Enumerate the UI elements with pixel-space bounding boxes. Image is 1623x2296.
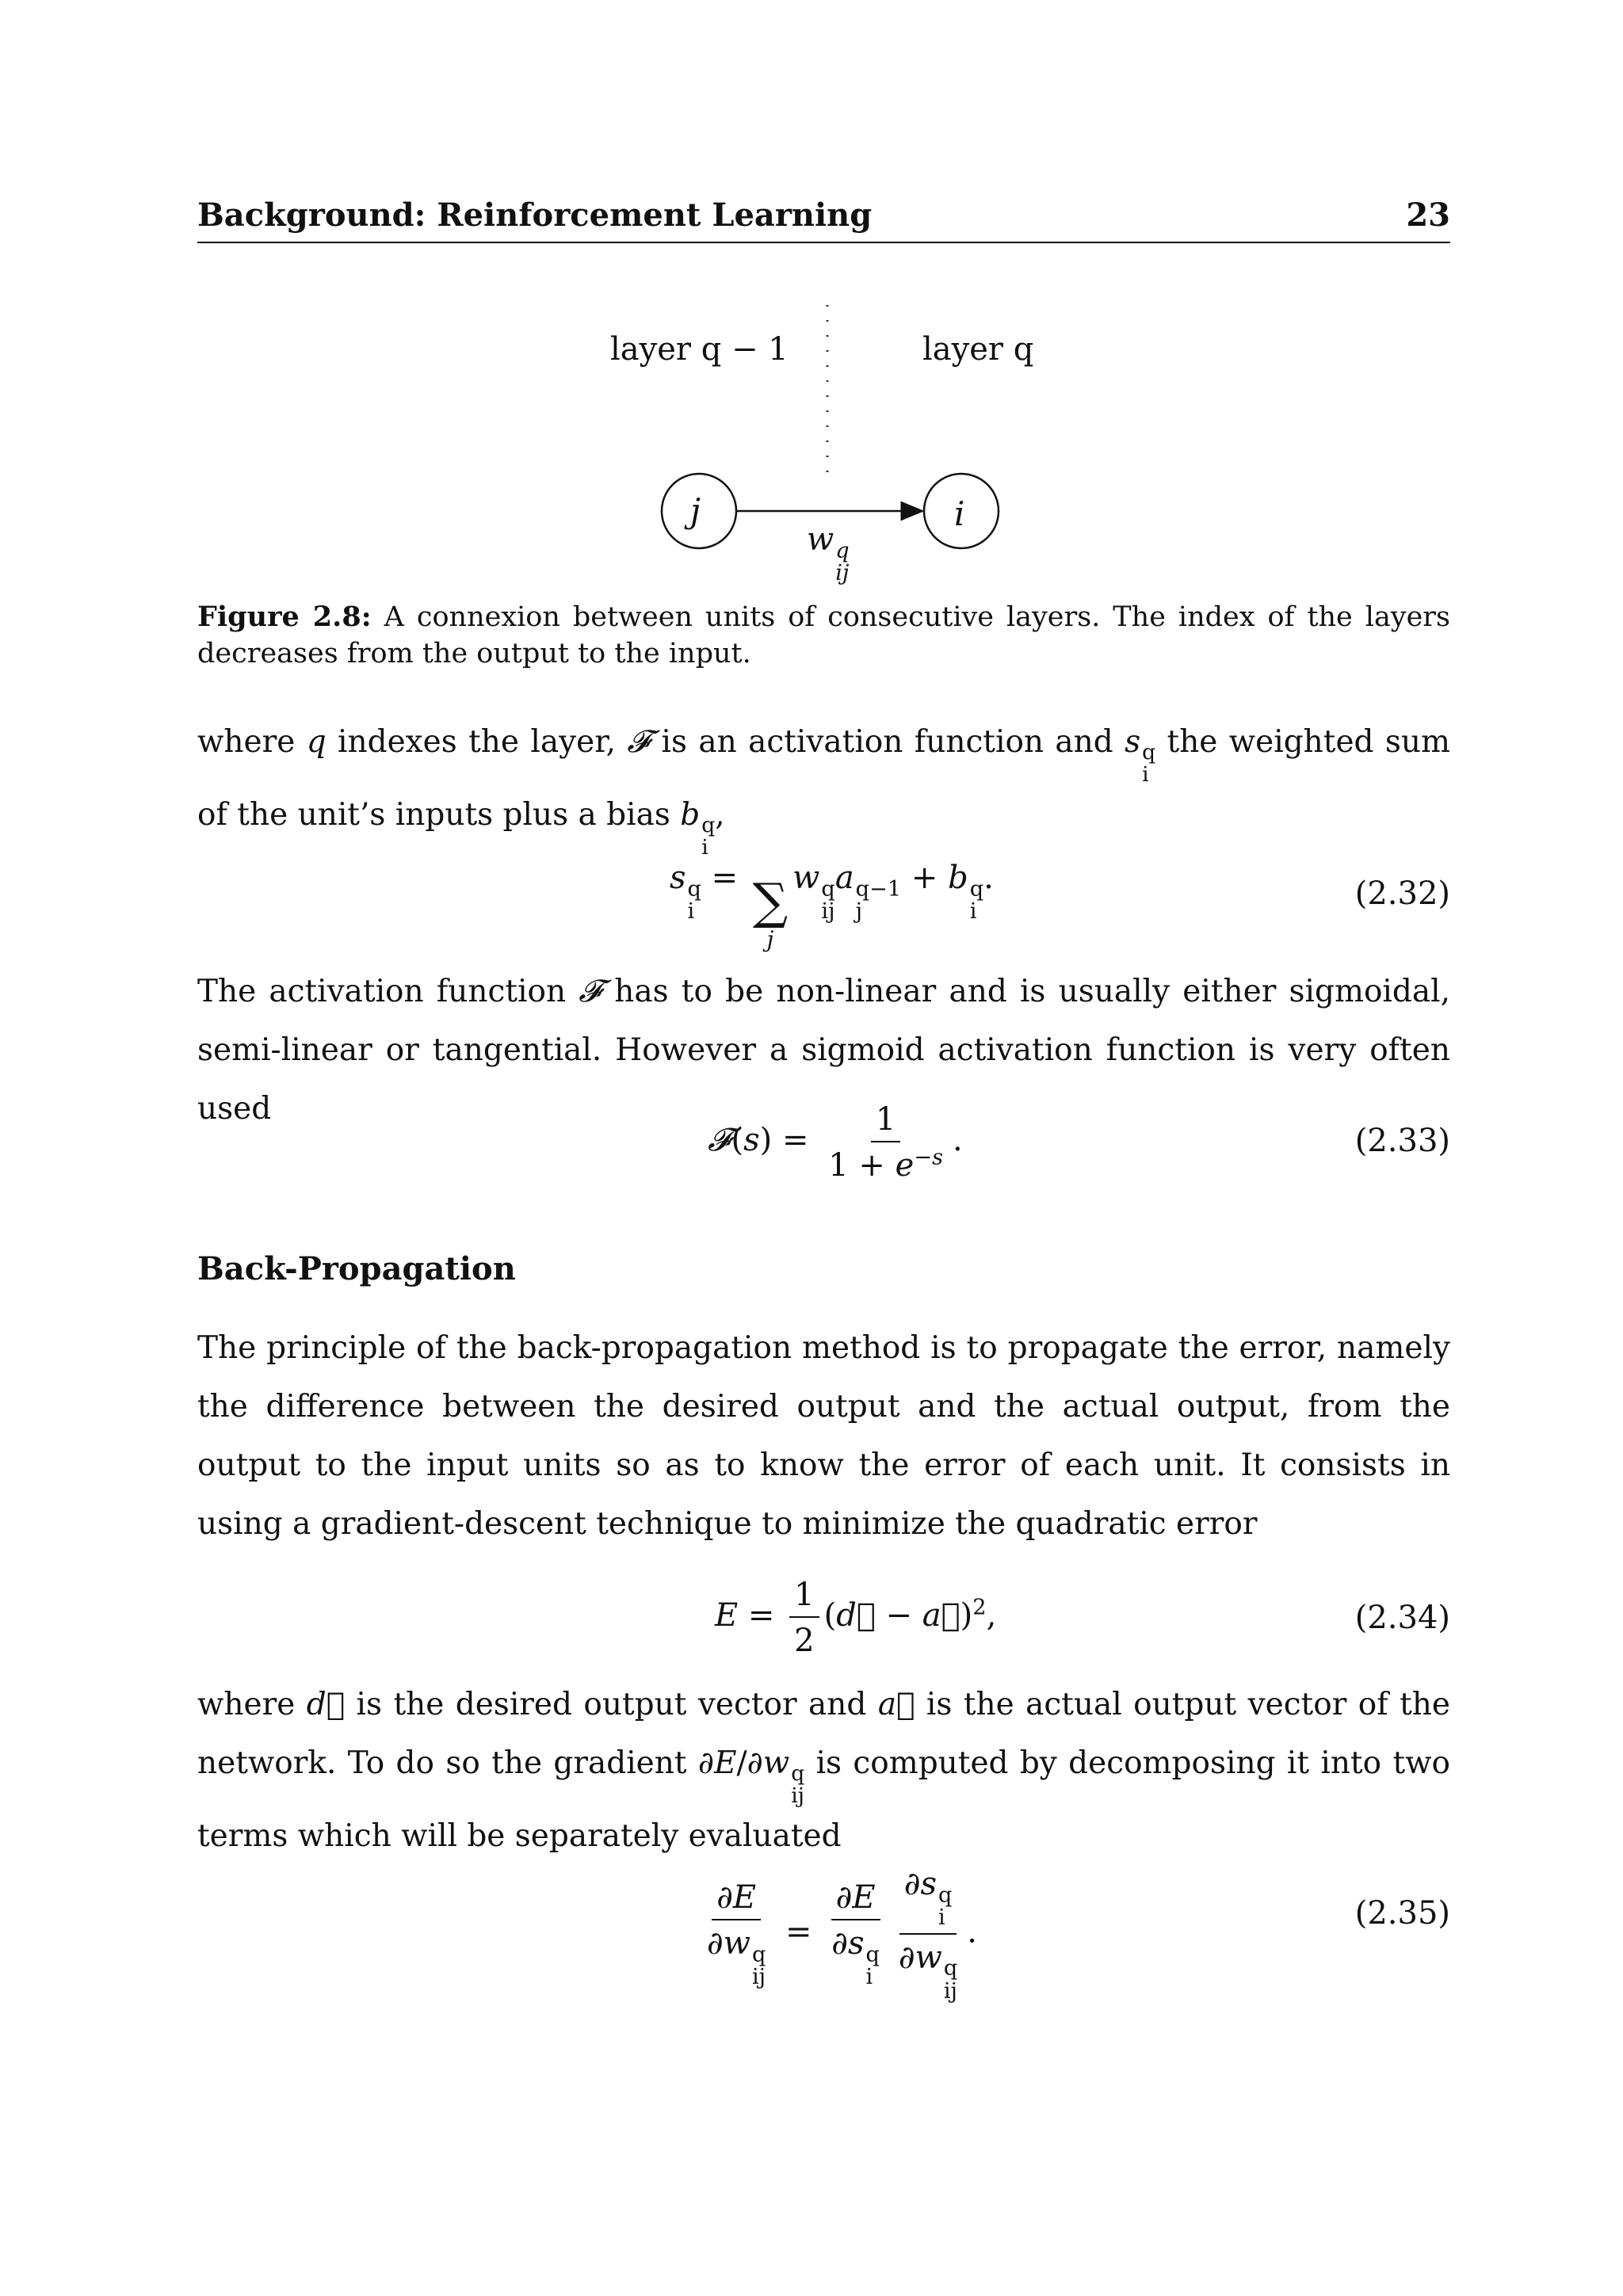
section-title: Back-Propagation: [197, 1250, 516, 1287]
equation-number-2-34: (2.34): [1354, 1600, 1450, 1636]
equation-2-35: ∂E ∂w q ij = ∂E ∂s q i ∂s q i ∂w q ij .: [707, 1866, 977, 2004]
figure-caption: [197, 599, 1450, 672]
label-layer-q-minus-1: layer q − 1: [610, 331, 789, 368]
paragraph-gradient: where d⃗ is the desired output vector and a⃗ is the actual output vector of the network. To do so the gradient ∂E/∂w q ij is computed by decomposing it into two terms which will be separately evaluated: [197, 1687, 1450, 1854]
paragraph-back-propagation: The principle of the back-propagation method is to propagate the error, namely the difference between the desired output and the actual output, from the output to the input units so as to know the error of each unit. It consists in using a gradient-descent technique to minimize the quadratic error: [197, 1330, 1450, 1542]
node-i-label: i: [954, 494, 965, 533]
equation-number-2-33: (2.33): [1354, 1123, 1450, 1159]
figure-caption-label: Figure 2.8:: [197, 601, 372, 633]
equation-number-2-35: (2.35): [1354, 1895, 1450, 1932]
equation-2-34: E = $\frac{1}{2}$ (d⃗ − a⃗)$^2$,: [715, 1577, 997, 1659]
equation-2-33: 𝓕(s) = $\frac{1}{1 + e^{-s}}$ .: [708, 1101, 963, 1184]
page-number: 23: [1406, 196, 1450, 234]
equation-2-32: s q i = ∑ j w q ij a q−1 j + b q i .: [670, 860, 994, 952]
running-header-title: Background: Reinforcement Learning: [197, 196, 873, 234]
paragraph-activation-intro: where q indexes the layer, 𝓕 is an activation function and s q i the weighted sum of the unit’s inputs plus a bias b q i ,: [197, 724, 1450, 860]
label-layer-q: layer q: [922, 331, 1034, 368]
header-rule: [197, 242, 1450, 243]
paragraph-activation-function: The activation function 𝓕 has to be non-linear and is usually either sigmoidal, semi-linear or tangential. However a sigmoid activation function is very often used: [197, 974, 1450, 1127]
node-j-label: j: [690, 491, 701, 530]
equation-number-2-32: (2.32): [1354, 875, 1450, 912]
weight-label: w q ij: [807, 521, 850, 586]
figure-caption-text: A connexion between units of consecutive layers. The index of the layers decreases from the output to the input.: [197, 601, 1450, 669]
